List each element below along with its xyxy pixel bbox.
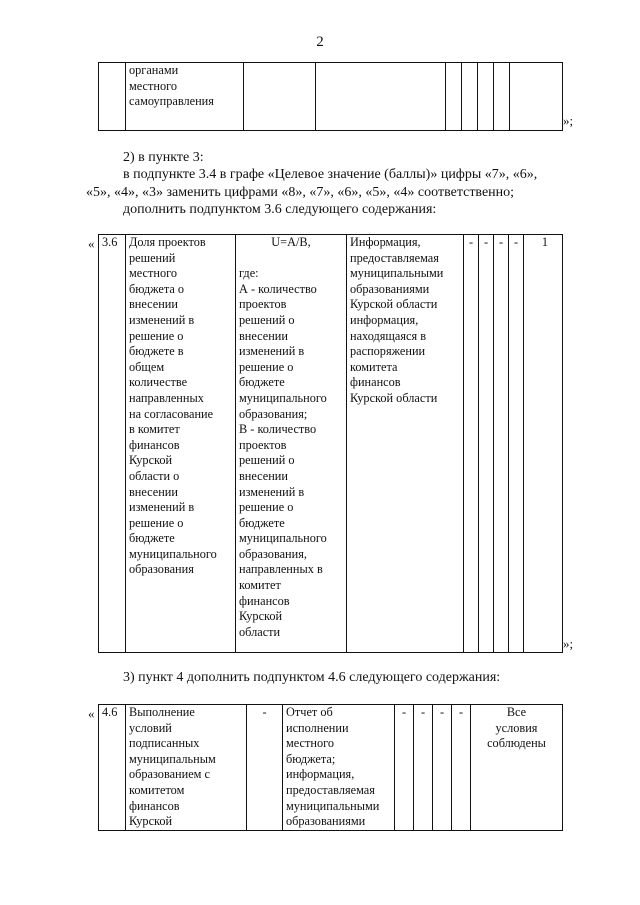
dash-cell: - (464, 235, 479, 653)
table-fragment-3 (98, 704, 563, 831)
dash-cell: - (494, 235, 509, 653)
table-cell (446, 63, 462, 131)
indicator-name: Доля проектов решений местного бюджета о внесении изменений в решение о бюджете в общем количестве направленных на согласование в комитет финансов Курской области о внесении изменений в решение о бюджете муниципального образования (126, 235, 236, 653)
dash-cell: - (433, 705, 452, 831)
formula-expression: U=A/B, (271, 235, 311, 249)
table-cell (99, 63, 126, 131)
row-number: 4.6 (99, 705, 126, 831)
formula-description: где: А - количество проектов решений о внесении изменений в решение о бюджете муниципального образования; В - количество проектов решений о внесении изменений в решение о бюджете муниципального образования, направленных в комитет финансов Курской области (239, 266, 327, 639)
table-fragment-2 (98, 234, 563, 653)
data-source: Информация, предоставляемая муниципальными образованиями Курской области информация, находящаяся в распоряжении комитета финансов Курской области (347, 235, 464, 653)
table-cell-text: органами местного самоуправления (126, 63, 244, 131)
data-source: Отчет об исполнении местного бюджета; информация, предоставляемая муниципальными образованиями (283, 705, 395, 831)
table-fragment-1 (98, 62, 563, 131)
page-number: 2 (316, 34, 324, 50)
table-cell (462, 63, 478, 131)
table-cell (494, 63, 510, 131)
target-value: 1 (524, 235, 563, 653)
table-cell (244, 63, 316, 131)
dash-cell: - (395, 705, 414, 831)
section-2-heading: 2) в пункте 3: (123, 150, 204, 165)
opening-quote-mark: « (88, 236, 95, 251)
formula-cell (236, 235, 347, 653)
dash-cell: - (452, 705, 471, 831)
section-2-line-3: дополнить подпунктом 3.6 следующего содержания: (123, 202, 437, 217)
dash-cell: - (414, 705, 433, 831)
table-cell (316, 63, 446, 131)
dash-cell: - (479, 235, 494, 653)
dash-cell: - (509, 235, 524, 653)
table-cell (510, 63, 563, 131)
section-3-heading: 3) пункт 4 дополнить подпунктом 4.6 следующего содержания: (123, 670, 501, 685)
opening-quote-mark: « (88, 706, 95, 721)
table-cell (478, 63, 494, 131)
closing-quote-mark: »; (563, 113, 574, 128)
indicator-name: Выполнение условий подписанных муниципальным образованием с комитетом финансов Курской (126, 705, 247, 831)
section-2-line-1: в подпункте 3.4 в графе «Целевое значение (баллы)» цифры «7», «6», (123, 167, 538, 182)
row-number: 3.6 (99, 235, 126, 653)
dash-cell: - (247, 705, 283, 831)
target-value: Все условия соблюдены (471, 705, 563, 831)
closing-quote-mark: »; (563, 636, 574, 651)
section-2-line-2: «5», «4», «3» заменить цифрами «8», «7», «6», «5», «4» соответственно; (86, 185, 515, 200)
